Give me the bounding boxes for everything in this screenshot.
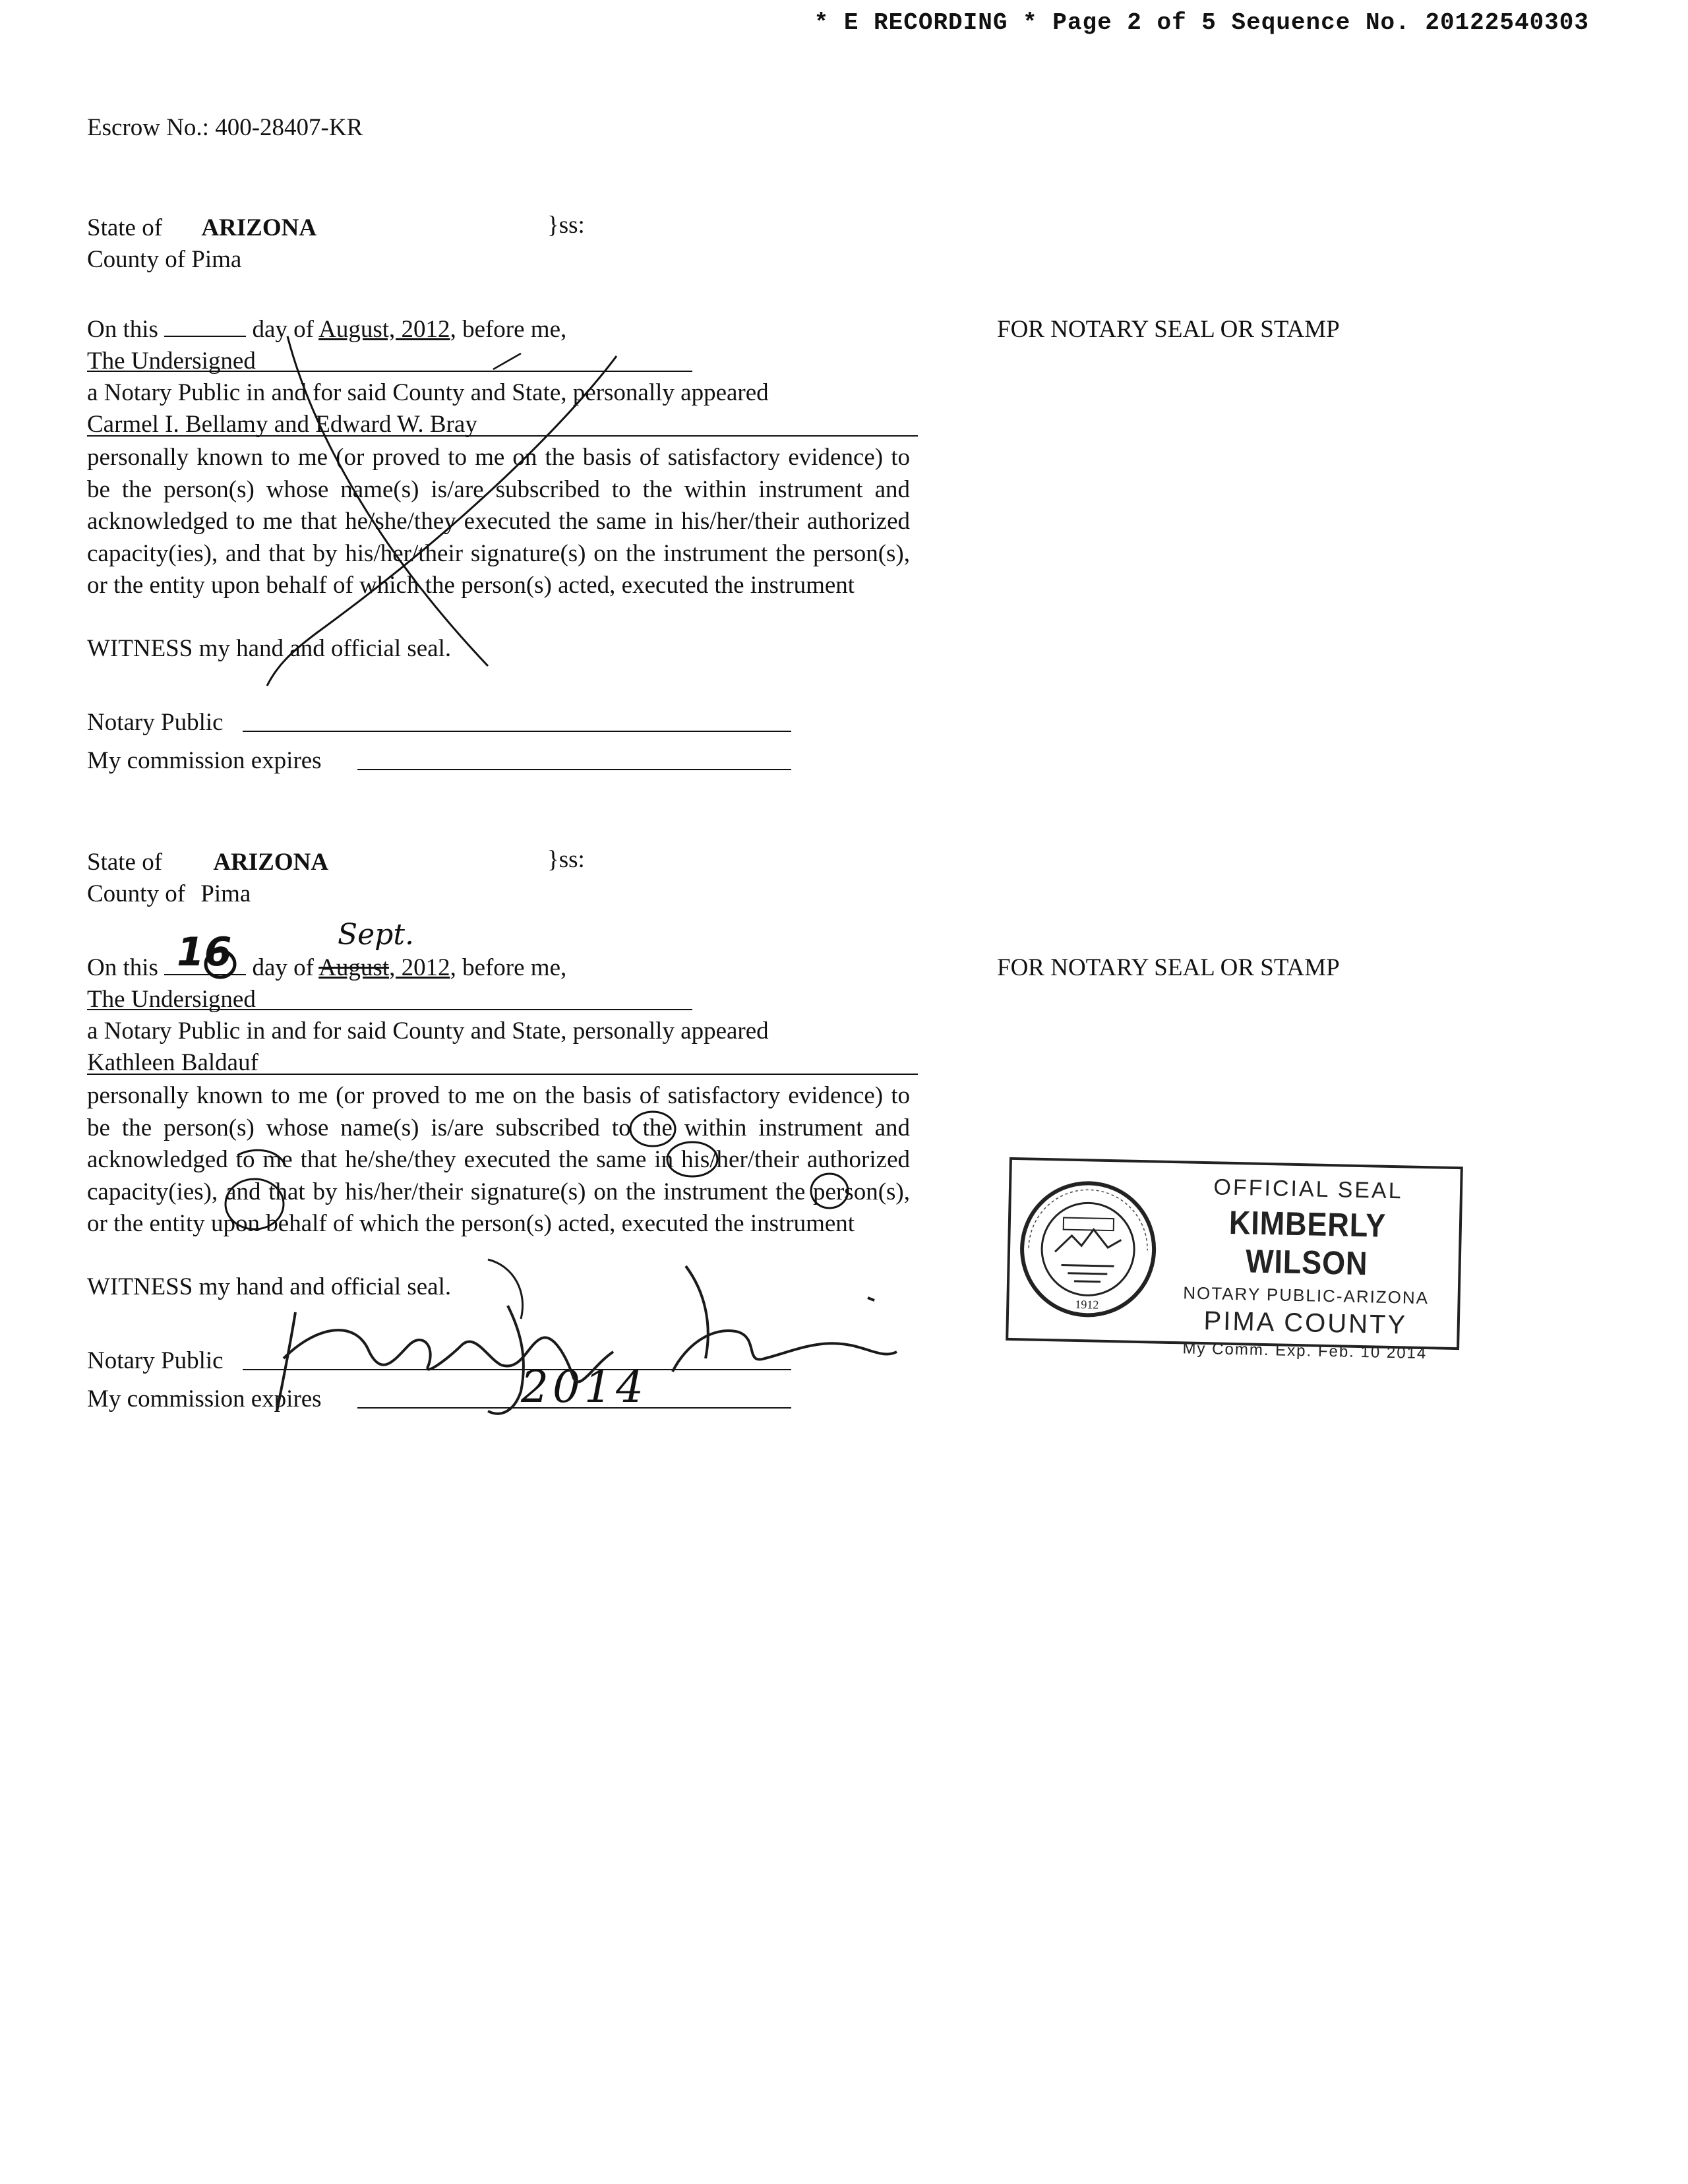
seal-title: OFFICIAL SEAL [1213, 1174, 1404, 1204]
seal-expiry: My Comm. Exp. Feb. 10 2014 [1182, 1339, 1428, 1363]
official-seal-stamp [1006, 1157, 1463, 1363]
b1-witness: WITNESS my hand and official seal. [87, 635, 452, 662]
b1-date: August, 2012 [318, 316, 450, 343]
b2-year: , 2012 [389, 954, 450, 981]
b2-commission-handwritten: 2014 [521, 1362, 648, 1412]
b2-day-handwritten: 16 [177, 929, 232, 975]
seal-text-block [1160, 1174, 1454, 1364]
b2-appeared-rule [87, 1074, 918, 1075]
b2-undersigned: The Undersigned [87, 986, 256, 1013]
b1-body: personally known to me (or proved to me on the basis of satisfactory evidence) to be the person(s) whose name(s) is/are subscribed to the within instrument and acknowledged to me that he/she/they executed the same in his/her/their authorized capacity(ies), and that by his/her/their signature(s) on the instrument the person(s), or the entity upon behalf of which the person(s) acted, executed the instrument [87, 444, 910, 599]
b1-commission-label: My commission expires [87, 747, 322, 774]
b1-notary-public-label: Notary Public [87, 709, 224, 736]
b2-county-label: County of [87, 880, 186, 907]
b2-state: ARIZONA [213, 849, 329, 876]
b1-day-blank [164, 316, 246, 337]
b2-notary-public-label: Notary Public [87, 1347, 224, 1374]
b1-appeared: Carmel I. Bellamy and Edward W. Bray [87, 411, 477, 438]
escrow-line [87, 112, 363, 144]
b2-county: Pima [200, 880, 251, 907]
b1-state: ARIZONA [201, 214, 317, 241]
b1-seal-caption: FOR NOTARY SEAL OR STAMP [997, 316, 1340, 343]
b2-witness: WITNESS my hand and official seal. [87, 1273, 452, 1300]
b2-ss: }ss: [547, 846, 585, 873]
b2-appeared: Kathleen Baldauf [87, 1049, 258, 1076]
b2-state-label: State of [87, 849, 163, 876]
escrow-label: Escrow No.: [87, 114, 209, 141]
b2-seal-caption: FOR NOTARY SEAL OR STAMP [997, 954, 1340, 981]
b1-undersigned: The Undersigned [87, 348, 256, 375]
b1-county-label: County of [87, 246, 186, 273]
b1-state-line [87, 212, 316, 244]
b1-date-line [87, 314, 566, 346]
b1-appeared-rule [87, 435, 918, 437]
seal-county: PIMA COUNTY [1203, 1306, 1408, 1340]
b2-notary-line: a Notary Public in and for said County and State, personally appeared [87, 1017, 769, 1045]
seal-subtitle: NOTARY PUBLIC-ARIZONA [1183, 1283, 1430, 1308]
b1-ss: }ss: [547, 212, 585, 239]
b1-day-of: day of [252, 316, 314, 343]
emblem-year: 1912 [1075, 1297, 1099, 1312]
b1-notary-public-line [243, 731, 791, 732]
great-seal-emblem-icon [1014, 1172, 1162, 1327]
b2-month-handwritten: Sept. [338, 918, 415, 952]
b1-county: Pima [191, 246, 242, 273]
b1-notary-line: a Notary Public in and for said County and State, personally appeared [87, 379, 769, 406]
b1-undersigned-rule [87, 371, 692, 372]
b2-month-struck: August [318, 954, 390, 981]
b1-state-label: State of [87, 214, 163, 241]
seal-name: KIMBERLY WILSON [1228, 1203, 1387, 1283]
b2-undersigned-rule [87, 1009, 692, 1010]
b2-commission-label: My commission expires [87, 1385, 322, 1412]
b2-body: personally known to me (or proved to me on the basis of satisfactory evidence) to be the person(s) whose name(s) is/are subscribed to the within instrument and acknowledged to me that he/she/they executed the same in his/her/their authorized capacity(ies), and that by his/her/their signature(s) on the instrument the person(s), or the entity upon behalf of which the person(s) acted, executed the instrument [87, 1082, 910, 1237]
b2-county-line [87, 878, 251, 910]
b2-notary-public-line [243, 1369, 791, 1370]
b2-day-of: day of [252, 954, 314, 981]
b2-state-line [87, 847, 328, 878]
b2-on-this: On this [87, 954, 158, 981]
b2-before-me: , before me, [450, 954, 567, 981]
b1-county-line [87, 244, 241, 276]
b1-before-me: , before me, [450, 316, 567, 343]
b1-commission-line [357, 769, 791, 770]
recording-header: * E RECORDING * Page 2 of 5 Sequence No. 20122540303 [814, 9, 1589, 36]
b2-date-line [87, 952, 566, 984]
b1-on-this: On this [87, 316, 158, 343]
escrow-number: 400-28407-KR [215, 114, 363, 141]
